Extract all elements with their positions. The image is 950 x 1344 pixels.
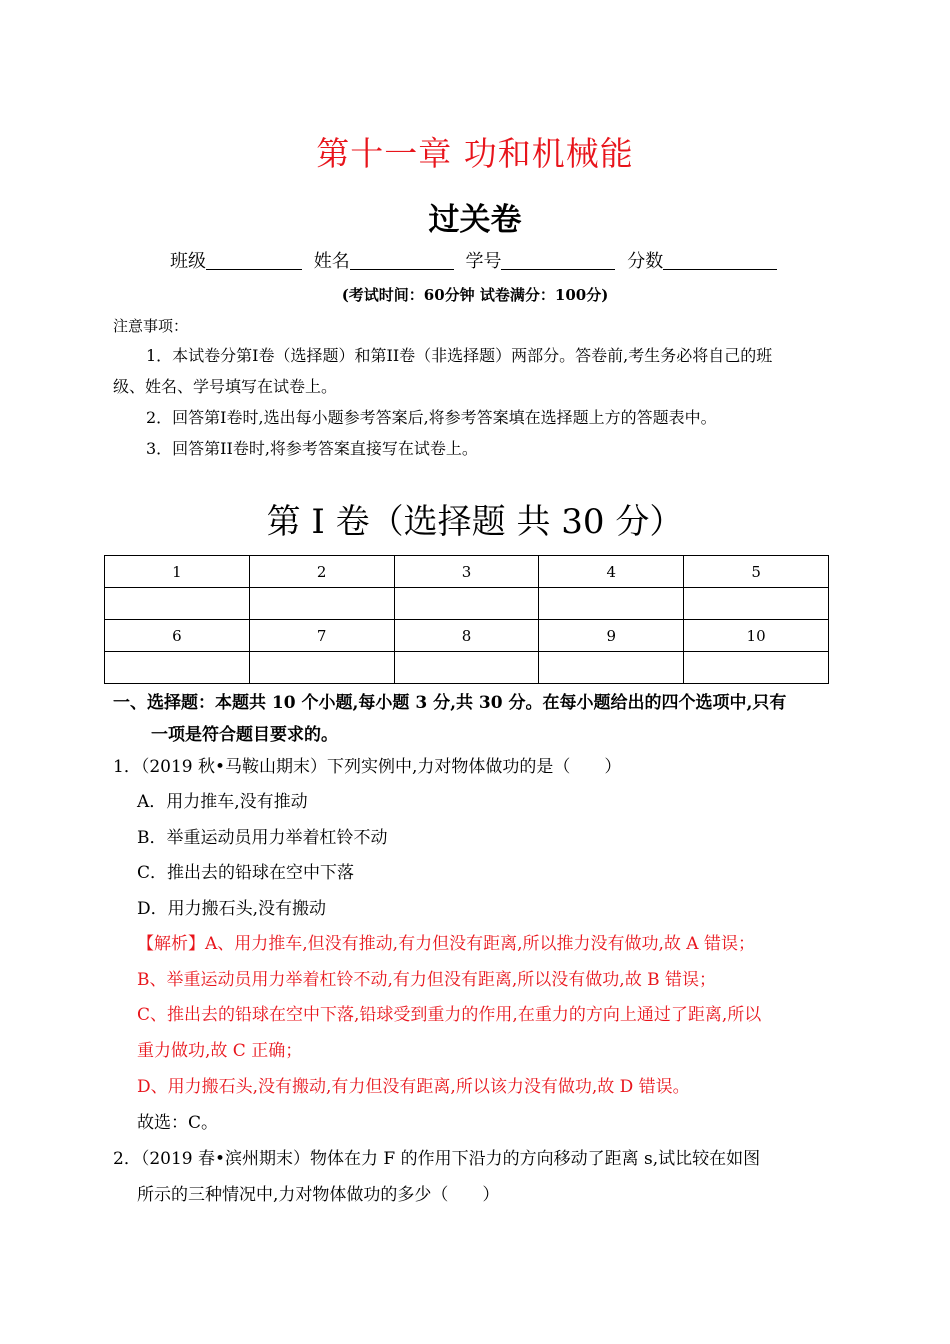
answer-cell-10[interactable] <box>684 652 829 684</box>
table-cell: 5 <box>684 556 829 588</box>
answer-cell-3[interactable] <box>394 588 539 620</box>
student-info-line <box>170 247 783 273</box>
answer-cell-2[interactable] <box>249 588 394 620</box>
id-blank <box>501 251 615 270</box>
analysis-line: 重力做功,故 C 正确； <box>137 1041 303 1061</box>
analysis-line: 【解析】A、用力推车,但没有推动,有力但没有距离,所以推力没有做功,故 A 错误； <box>137 934 755 954</box>
answer-cell-4[interactable] <box>539 588 684 620</box>
id-label: 学号 <box>465 251 502 272</box>
question-2-stem: 2．（2019 春•滨州期末）物体在力 F 的作用下沿力的方向移动了距离 s,试比较在如图 <box>113 1149 761 1169</box>
table-row <box>105 620 829 652</box>
page-subtitle: 过关卷 <box>428 202 522 238</box>
answer-cell-1[interactable] <box>105 588 250 620</box>
answer-cell-8[interactable] <box>394 652 539 684</box>
analysis-line: B、举重运动员用力举着杠铃不动,有力但没有距离,所以没有做功,故 B 错误； <box>137 970 717 990</box>
score-blank <box>663 251 777 270</box>
table-cell: 10 <box>684 620 829 652</box>
table-cell: 3 <box>394 556 539 588</box>
part-heading: 一、选择题：本题共 10 个小题,每小题 3 分,共 30 分。在每小题给出的四个选项中,只有 <box>113 693 787 713</box>
part-heading-cont: 一项是符合题目要求的。 <box>151 725 338 745</box>
answer-cell-5[interactable] <box>684 588 829 620</box>
table-cell: 7 <box>249 620 394 652</box>
table-row <box>105 556 829 588</box>
exam-info: (考试时间：60分钟 试卷满分：100分) <box>341 286 609 304</box>
table-cell: 2 <box>249 556 394 588</box>
answer-table <box>104 555 829 684</box>
table-cell: 1 <box>105 556 250 588</box>
note-item: 2．回答第I卷时,选出每小题参考答案后,将参考答案填在选择题上方的答题表中。 <box>146 408 717 427</box>
option-a: A．用力推车,没有推动 <box>137 792 308 812</box>
option-c: C．推出去的铅球在空中下落 <box>137 863 355 883</box>
note-item: 级、姓名、学号填写在试卷上。 <box>113 377 338 396</box>
name-label: 姓名 <box>313 251 350 272</box>
note-item: 1．本试卷分第I卷（选择题）和第II卷（非选择题）两部分。答卷前,考生务必将自己的班 <box>146 346 773 365</box>
note-item: 3．回答第II卷时,将参考答案直接写在试卷上。 <box>146 439 478 458</box>
class-label: 班级 <box>170 251 206 272</box>
answer-line: 故选：C。 <box>137 1113 219 1133</box>
answer-cell-9[interactable] <box>539 652 684 684</box>
score-label: 分数 <box>627 251 664 272</box>
table-cell: 4 <box>539 556 684 588</box>
table-cell: 8 <box>394 620 539 652</box>
page-title: 第十一章 功和机械能 <box>316 134 634 173</box>
analysis-line: D、用力搬石头,没有搬动,有力但没有距离,所以该力没有做功,故 D 错误。 <box>137 1077 690 1097</box>
table-row <box>105 588 829 620</box>
option-d: D．用力搬石头,没有搬动 <box>137 899 327 919</box>
name-blank <box>350 251 454 270</box>
question-2-stem-cont: 所示的三种情况中,力对物体做功的多少（ ） <box>137 1185 500 1205</box>
class-blank <box>206 251 302 270</box>
answer-cell-6[interactable] <box>105 652 250 684</box>
table-cell: 9 <box>539 620 684 652</box>
option-b: B．举重运动员用力举着杠铃不动 <box>137 828 388 848</box>
notes-heading: 注意事项： <box>113 317 189 335</box>
table-cell: 6 <box>105 620 250 652</box>
analysis-line: C、推出去的铅球在空中下落,铅球受到重力的作用,在重力的方向上通过了距离,所以 <box>137 1005 762 1025</box>
answer-cell-7[interactable] <box>249 652 394 684</box>
table-row <box>105 652 829 684</box>
question-1-stem: 1．（2019 秋•马鞍山期末）下列实例中,力对物体做功的是（ ） <box>113 757 622 777</box>
section-title: 第 I 卷（选择题 共 30 分） <box>266 502 684 542</box>
